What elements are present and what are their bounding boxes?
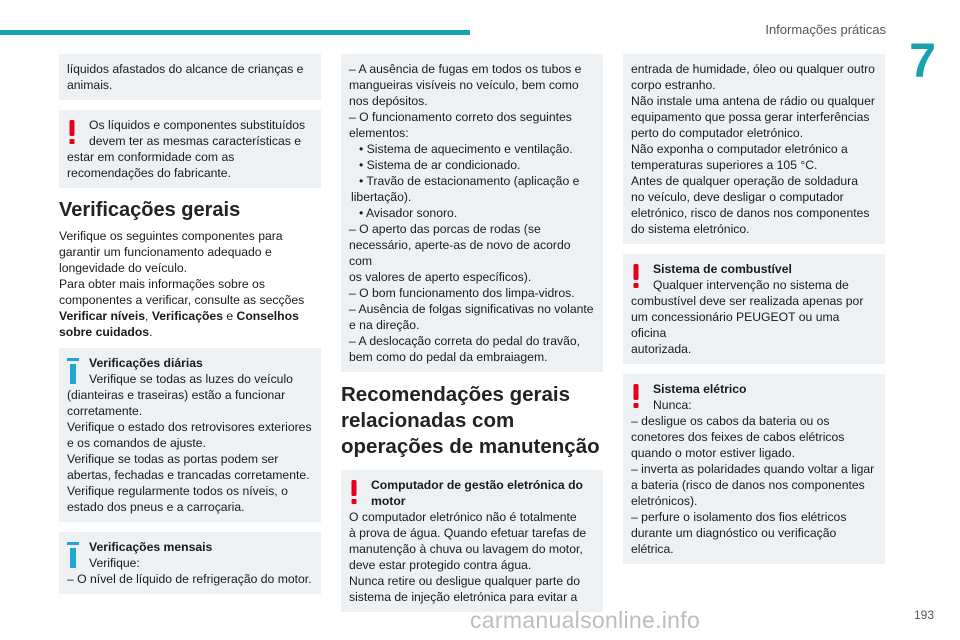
box-line: – perfure o isolamento dos fios elétricos	[631, 510, 847, 524]
para-line: Para obter mais informações sobre os	[59, 277, 265, 291]
box-line: necessário, aperte-as de novo de acordo com	[349, 238, 571, 268]
box-line: Verifique se todas as luzes do veículo	[89, 372, 293, 386]
box-line: durante um diagnóstico ou verificação	[631, 526, 837, 540]
para-line: componentes a verificar, consulte as secções	[59, 293, 305, 307]
box-line: – O nível de líquido de refrigeração do motor.	[67, 572, 312, 586]
box-line: no veículo, deve desligar o computador	[631, 190, 844, 204]
box-line: corpo estranho.	[631, 78, 716, 92]
info-box-checks-continuation	[341, 54, 603, 372]
section-title-general-checks: Verificações gerais	[59, 199, 241, 221]
info-icon	[67, 542, 79, 568]
warning-box-liquids	[59, 110, 321, 188]
box-line: combustível deve ser realizada apenas por	[631, 294, 864, 308]
box-line: e os comandos de ajuste.	[67, 436, 206, 450]
exclamation-icon	[633, 264, 639, 288]
box-line: Verifique se todas as portas podem ser	[67, 452, 279, 466]
box-title: Verificações mensais	[89, 540, 213, 554]
box-title: Sistema de combustível	[653, 262, 792, 276]
box-line: entrada de humidade, óleo ou qualquer outro	[631, 62, 875, 76]
exclamation-icon	[351, 480, 357, 504]
info-box-continuation	[59, 54, 321, 100]
box-line: – desligue os cabos da bateria ou os	[631, 414, 830, 428]
box-line: devem ter as mesmas características e	[89, 134, 301, 148]
ref-checks: Verificações	[151, 309, 223, 323]
box-line: Verifique regularmente todos os níveis, o	[67, 484, 288, 498]
box-line: (dianteiras e traseiras) estão a funcionar	[67, 388, 286, 402]
header-accent-bar	[0, 30, 470, 35]
box-line: à prova de água. Quando efetuar tarefas de	[349, 526, 587, 540]
box-line: perto do computador eletrónico.	[631, 126, 804, 140]
box-line: temperaturas superiores a 105 °C.	[631, 158, 818, 172]
warning-box-ecu	[341, 470, 603, 612]
bullet-item: • Avisador sonoro.	[359, 206, 458, 220]
bullet-item: • Sistema de ar condicionado.	[359, 158, 521, 172]
box-line: Antes de qualquer operação de soldadura	[631, 174, 858, 188]
box-line: corretamente.	[67, 404, 143, 418]
box-line: conetores dos feixes de cabos elétricos	[631, 430, 845, 444]
box-line: deve estar protegido contra água.	[349, 558, 532, 572]
box-line: os valores de aperto específicos).	[349, 270, 532, 284]
box-line: Nunca retire ou desligue qualquer parte do	[349, 574, 581, 588]
chapter-number: 7	[909, 35, 936, 88]
box-line: Verifique:	[89, 556, 140, 570]
title-line: Recomendações gerais	[341, 383, 571, 406]
box-line: nos depósitos.	[349, 94, 428, 108]
title-line: relacionadas com	[341, 409, 515, 432]
box-line: – Ausência de folgas significativas no volante	[349, 302, 594, 316]
para-line: garantir um funcionamento adequado e	[59, 245, 272, 259]
exclamation-icon	[633, 384, 639, 408]
warning-box-ecu-continuation	[623, 54, 885, 244]
separator: e	[222, 309, 237, 323]
section-title-maintenance-recommendations	[341, 382, 603, 460]
box-title: motor	[371, 494, 406, 508]
ref-check-levels: Verificar níveis	[59, 309, 146, 323]
box-line: Os líquidos e componentes substituídos	[89, 118, 306, 132]
box-line: recomendações do fabricante.	[67, 166, 231, 180]
box-line: elementos:	[349, 126, 409, 140]
box-line: – O bom funcionamento dos limpa-vidros.	[349, 286, 575, 300]
info-box-monthly-checks	[59, 532, 321, 594]
para-line: Verifique os seguintes componentes para	[59, 229, 283, 243]
column-2	[341, 54, 603, 622]
box-line: Nunca:	[653, 398, 692, 412]
box-line: autorizada.	[631, 342, 692, 356]
box-line: manutenção à chuva ou lavagem do motor,	[349, 542, 583, 556]
box-line: e na direção.	[349, 318, 420, 332]
warning-box-fuel-system	[623, 254, 885, 364]
box-line: Não exponha o computador eletrónico a	[631, 142, 848, 156]
box-line: eletrónico, risco de danos nos componentes	[631, 206, 870, 220]
box-line: O computador eletrónico não é totalmente	[349, 510, 577, 524]
box-line: – O aperto das porcas de rodas (se	[349, 222, 541, 236]
info-box-daily-checks	[59, 348, 321, 522]
box-line: Qualquer intervenção no sistema de	[653, 278, 849, 292]
box-line: Verifique o estado dos retrovisores exteriores	[67, 420, 312, 434]
ref-care-advice: Conselhos	[236, 309, 299, 323]
box-title: Verificações diárias	[89, 356, 203, 370]
title-line: operações de manutenção	[341, 435, 600, 458]
para-line: longevidade do veículo.	[59, 261, 188, 275]
box-title: Computador de gestão eletrónica do	[371, 478, 583, 492]
header-title: Informações práticas	[765, 22, 886, 37]
box-line: – A ausência de fugas em todos os tubos e	[349, 62, 582, 76]
bullet-item-cont: libertação).	[351, 190, 412, 204]
box-line: estar em conformidade com as	[67, 150, 235, 164]
box-line: um concessionário PEUGEOT ou uma oficina	[631, 310, 840, 340]
box-line: estado dos pneus e a carroçaria.	[67, 500, 245, 514]
bullet-item: • Sistema de aquecimento e ventilação.	[359, 142, 573, 156]
column-3	[623, 54, 885, 574]
info-icon	[67, 358, 79, 384]
box-line: do sistema eletrónico.	[631, 222, 750, 236]
watermark: carmanualsonline.info	[470, 607, 701, 633]
box-line: abertas, fechadas e trancadas corretamente.	[67, 468, 310, 482]
box-line: mangueiras visíveis no veículo, bem como	[349, 78, 579, 92]
box-line: quando o motor estiver ligado.	[631, 446, 795, 460]
box-line: equipamento que possa gerar interferências	[631, 110, 870, 124]
box-line: eletrónicos).	[631, 494, 698, 508]
box-line: elétrica.	[631, 542, 674, 556]
box-line: – A deslocação correta do pedal do travão,	[349, 334, 581, 348]
ref-care-advice-cont: sobre cuidados	[59, 325, 150, 339]
bullet-item: • Travão de estacionamento (aplicação e	[359, 174, 580, 188]
box-line: a bateria (risco de danos nos componentes	[631, 478, 865, 492]
box-line: sistema de injeção eletrónica para evitar a	[349, 590, 578, 604]
box-line: bem como do pedal da embraiagem.	[349, 350, 548, 364]
period: .	[149, 325, 153, 339]
box-line: – inverta as polaridades quando voltar a ligar	[631, 462, 875, 476]
box-line: – O funcionamento correto dos seguintes	[349, 110, 572, 124]
general-checks-paragraph	[59, 228, 321, 340]
column-1	[59, 54, 321, 604]
warning-box-electrical-system	[623, 374, 885, 564]
box-line: Não instale uma antena de rádio ou qualquer	[631, 94, 875, 108]
box-title: Sistema elétrico	[653, 382, 747, 396]
exclamation-icon	[69, 120, 75, 144]
page-number: 193	[913, 608, 934, 622]
separator: ,	[145, 309, 152, 323]
box-text: líquidos afastados do alcance de crianças e animais.	[67, 62, 304, 92]
